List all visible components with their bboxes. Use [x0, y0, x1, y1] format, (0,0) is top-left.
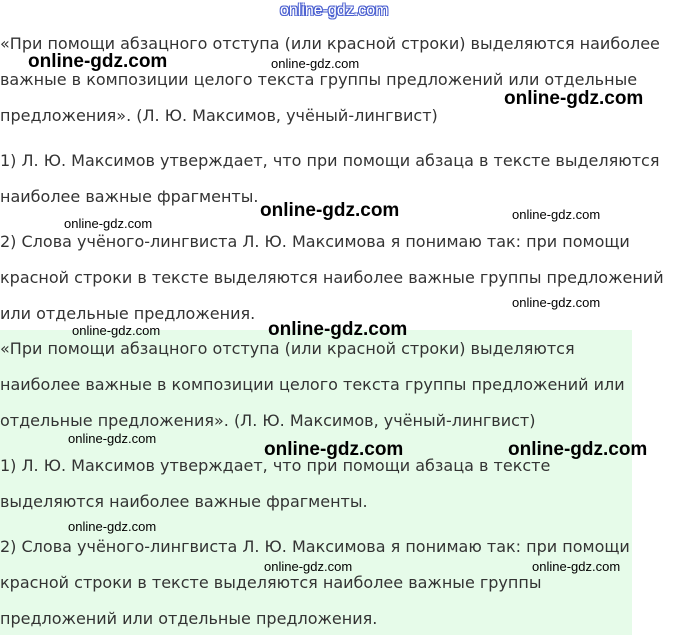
answer-1-line-1: 1) Л. Ю. Максимов утверждает, что при помощи абзаца в тексте выделяются: [0, 151, 660, 170]
watermark: online-gdz.com: [512, 207, 601, 222]
watermark: online-gdz.com: [508, 439, 648, 460]
watermark: online-gdz.com: [504, 88, 644, 109]
answer-2-line-2: красной строки в тексте выделяются наиболее важные группы предложений: [0, 268, 664, 287]
quote-line-2: наиболее важные в композиции целого текста группы предложений или: [0, 375, 625, 394]
quote-line-1: «При помощи абзацного отступа (или красной строки) выделяются: [0, 339, 575, 358]
answer-1-line-1: 1) Л. Ю. Максимов утверждает, что при помощи абзаца в тексте: [0, 456, 551, 475]
watermark: online-gdz.com: [64, 216, 153, 231]
watermark: online-gdz.com: [271, 56, 360, 71]
watermark: online-gdz.com: [72, 323, 161, 338]
answer-1-line-2: выделяются наиболее важные фрагменты.: [0, 492, 368, 511]
answer-2-line-3: или отдельные предложения.: [0, 304, 256, 323]
answer-1-line-2: наиболее важные фрагменты.: [0, 187, 259, 206]
watermark: online-gdz.com: [68, 431, 157, 446]
header-watermark: online-gdz.com: [280, 2, 389, 19]
watermark: online-gdz.com: [264, 559, 353, 574]
watermark: online-gdz.com: [68, 519, 157, 534]
watermark: online-gdz.com: [264, 439, 404, 460]
quote-line-3: предложения». (Л. Ю. Максимов, учёный-лингвист): [0, 106, 438, 125]
answer-2-line-3: предложений или отдельные предложения.: [0, 609, 378, 628]
watermark: online-gdz.com: [512, 295, 601, 310]
answer-2-line-1: 2) Слова учёного-лингвиста Л. Ю. Максимова я понимаю так: при помощи: [0, 232, 630, 251]
answer-2-line-2: красной строки в тексте выделяются наиболее важные группы: [0, 573, 542, 592]
quote-line-3: отдельные предложения». (Л. Ю. Максимов, учёный-лингвист): [0, 411, 536, 430]
watermark: online-gdz.com: [532, 559, 621, 574]
answer-2-line-1: 2) Слова учёного-лингвиста Л. Ю. Максимова я понимаю так: при помощи: [0, 537, 630, 556]
watermark: online-gdz.com: [268, 319, 408, 340]
watermark: online-gdz.com: [28, 51, 168, 72]
watermark: online-gdz.com: [260, 200, 400, 221]
quote-line-1: «При помощи абзацного отступа (или красной строки) выделяются наиболее: [0, 34, 660, 53]
quote-line-2: важные в композиции целого текста группы предложений или отдельные: [0, 70, 638, 89]
